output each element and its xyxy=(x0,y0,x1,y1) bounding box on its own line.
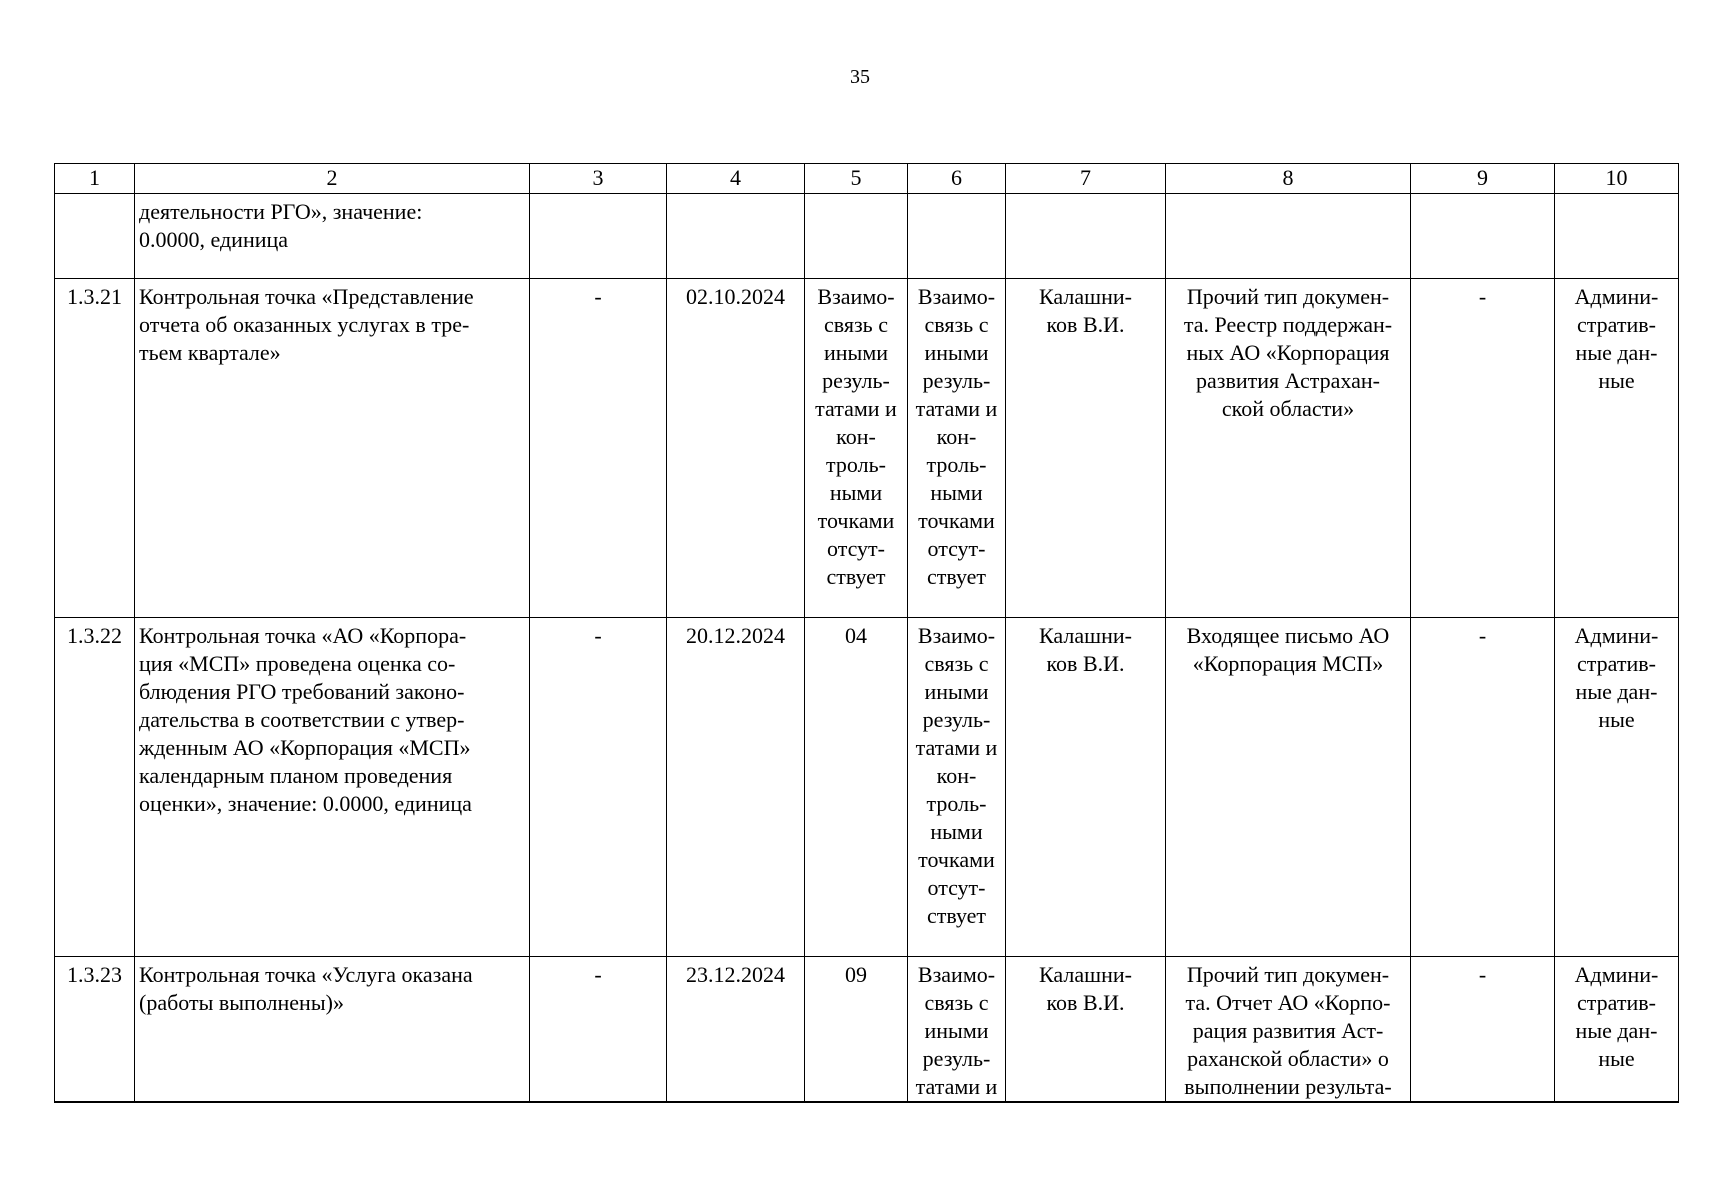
row-responsible: Калашни- ков В.И. xyxy=(1006,618,1166,957)
row-col-3: - xyxy=(530,618,667,957)
table-row xyxy=(55,279,1679,618)
table-row xyxy=(55,194,1679,279)
row-responsible: Калашни- ков В.И. xyxy=(1006,279,1166,618)
row-col-5: 09 xyxy=(805,957,908,1103)
header-col-5: 5 xyxy=(805,164,908,194)
row-source xyxy=(1555,194,1679,279)
row-responsible xyxy=(1006,194,1166,279)
row-col-6: Взаимо- связь с иными резуль- татами и кон- троль- ными точками отсут- ствует xyxy=(908,618,1006,957)
row-description: Контрольная точка «АО «Корпора- ция «МСП» проведена оценка со- блюдения РГО требований законо- дательства в соответствии с утвер- жденным АО «Корпорация «МСП» календарным планом проведения оценки», значение: 0.0000, единица xyxy=(135,618,530,957)
row-col-3: - xyxy=(530,279,667,618)
header-col-9: 9 xyxy=(1411,164,1555,194)
row-col-6 xyxy=(908,194,1006,279)
row-source: Админи- стратив- ные дан- ные xyxy=(1555,618,1679,957)
row-col-5: 04 xyxy=(805,618,908,957)
document-table xyxy=(54,163,1679,1103)
row-responsible: Калашни- ков В.И. xyxy=(1006,957,1166,1103)
header-col-1: 1 xyxy=(55,164,135,194)
header-col-6: 6 xyxy=(908,164,1006,194)
row-source: Админи- стратив- ные дан- ные xyxy=(1555,957,1679,1103)
table-header-row xyxy=(55,164,1679,194)
row-document: Входящее письмо АО «Корпорация МСП» xyxy=(1166,618,1411,957)
row-date: 23.12.2024 xyxy=(667,957,805,1103)
row-col-3 xyxy=(530,194,667,279)
row-col-5: Взаимо- связь с иными резуль- татами и кон- троль- ными точками отсут- ствует xyxy=(805,279,908,618)
row-col-3: - xyxy=(530,957,667,1103)
row-col-9: - xyxy=(1411,957,1555,1103)
row-description: Контрольная точка «Представление отчета об оказанных услугах в тре- тьем квартале» xyxy=(135,279,530,618)
row-number: 1.3.23 xyxy=(55,957,135,1103)
header-col-4: 4 xyxy=(667,164,805,194)
table-row xyxy=(55,618,1679,957)
row-date xyxy=(667,194,805,279)
table-row xyxy=(55,957,1679,1103)
row-number: 1.3.21 xyxy=(55,279,135,618)
page-number: 35 xyxy=(850,66,870,88)
header-col-7: 7 xyxy=(1006,164,1166,194)
row-description: Контрольная точка «Услуга оказана (работы выполнены)» xyxy=(135,957,530,1103)
row-number: 1.3.22 xyxy=(55,618,135,957)
row-document xyxy=(1166,194,1411,279)
header-col-8: 8 xyxy=(1166,164,1411,194)
row-col-6: Взаимо- связь с иными резуль- татами и кон- троль- ными точками отсут- ствует xyxy=(908,279,1006,618)
row-col-9: - xyxy=(1411,279,1555,618)
row-number xyxy=(55,194,135,279)
row-description: деятельности РГО», значение: 0.0000, единица xyxy=(135,194,530,279)
row-col-9 xyxy=(1411,194,1555,279)
row-date: 20.12.2024 xyxy=(667,618,805,957)
header-col-3: 3 xyxy=(530,164,667,194)
row-col-6: Взаимо- связь с иными резуль- татами и xyxy=(908,957,1006,1103)
row-col-5 xyxy=(805,194,908,279)
header-col-2: 2 xyxy=(135,164,530,194)
header-col-10: 10 xyxy=(1555,164,1679,194)
row-document: Прочий тип докумен- та. Реестр поддержан- ных АО «Корпорация развития Астрахан- ской области» xyxy=(1166,279,1411,618)
row-col-9: - xyxy=(1411,618,1555,957)
row-source: Админи- стратив- ные дан- ные xyxy=(1555,279,1679,618)
row-date: 02.10.2024 xyxy=(667,279,805,618)
row-document: Прочий тип докумен- та. Отчет АО «Корпо- рация развития Аст- раханской области» о выполнении результа- xyxy=(1166,957,1411,1103)
